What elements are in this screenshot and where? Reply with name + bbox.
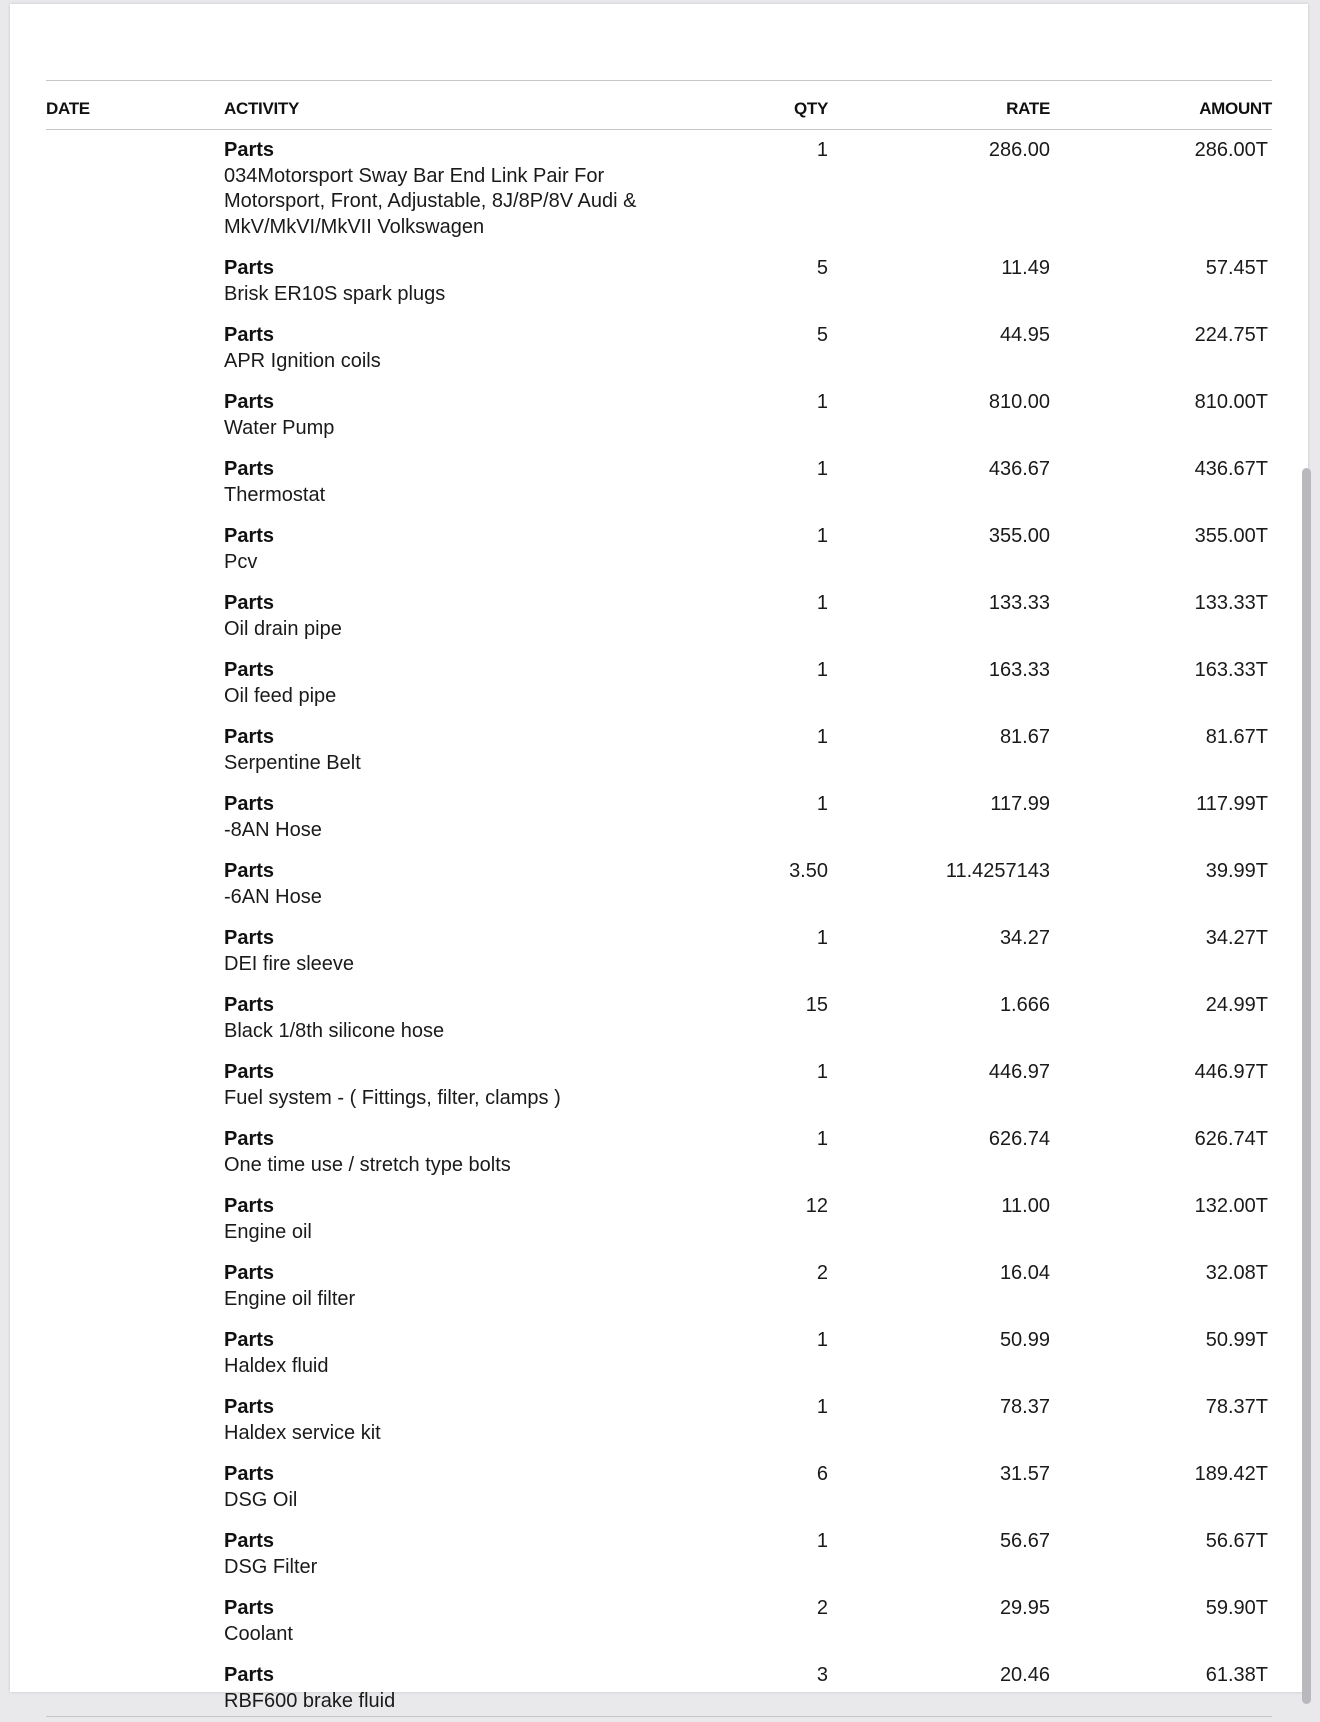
rate-cell: 1.666	[999, 994, 1050, 1016]
activity-title: Parts	[224, 139, 275, 161]
activity-cell	[224, 1521, 694, 1588]
activity-title: Parts	[224, 1463, 275, 1485]
rate-cell: 355.00	[988, 525, 1050, 547]
amount-cell: 34.27T	[1205, 927, 1268, 949]
rate-cell: 50.99	[999, 1329, 1050, 1351]
activity-cell	[224, 583, 694, 650]
amount-cell: 163.33T	[1194, 659, 1268, 681]
table-row	[46, 516, 1272, 583]
activity-description: Oil feed pipe	[224, 684, 337, 707]
table-row	[46, 851, 1272, 918]
table-row	[46, 1588, 1272, 1655]
vertical-scrollbar[interactable]	[1302, 468, 1311, 1704]
activity-cell	[224, 1186, 694, 1253]
amount-cell: 56.67T	[1205, 1530, 1268, 1552]
activity-title: Parts	[224, 1262, 275, 1284]
activity-title: Parts	[224, 1061, 275, 1083]
document-page	[10, 4, 1308, 1712]
qty-cell: 1	[816, 592, 828, 614]
table-row	[46, 130, 1272, 248]
qty-cell: 12	[805, 1195, 828, 1217]
activity-description: Haldex fluid	[224, 1354, 329, 1377]
rate-cell: 31.57	[999, 1463, 1050, 1485]
amount-cell: 446.97T	[1194, 1061, 1268, 1083]
rate-cell: 56.67	[999, 1530, 1050, 1552]
rate-cell: 11.00	[1001, 1195, 1050, 1217]
qty-cell: 1	[816, 391, 828, 413]
amount-cell: 81.67T	[1205, 726, 1268, 748]
rate-cell: 133.33	[988, 592, 1050, 614]
activity-description: 034Motorsport Sway Bar End Link Pair For Motorsport, Front, Adjustable, 8J/8P/8V Audi & MkV/MkVI/MkVII Volkswagen	[224, 164, 637, 238]
activity-cell	[224, 1454, 694, 1521]
activity-description: -8AN Hose	[224, 818, 322, 841]
table-row	[46, 1119, 1272, 1186]
amount-cell: 810.00T	[1194, 391, 1268, 413]
qty-cell: 1	[816, 726, 828, 748]
rate-cell: 11.4257143	[945, 860, 1050, 882]
table-row	[46, 985, 1272, 1052]
activity-cell	[224, 516, 694, 583]
activity-cell	[224, 918, 694, 985]
rate-cell: 78.37	[999, 1396, 1050, 1418]
activity-description: Fuel system - ( Fittings, filter, clamps )	[224, 1086, 561, 1109]
table-row	[46, 650, 1272, 717]
activity-title: Parts	[224, 726, 275, 748]
activity-title: Parts	[224, 391, 275, 413]
column-header-amount: AMOUNT	[1199, 99, 1272, 118]
activity-title: Parts	[224, 1664, 275, 1686]
activity-title: Parts	[224, 994, 275, 1016]
amount-cell: 117.99T	[1196, 793, 1268, 815]
activity-title: Parts	[224, 1530, 275, 1552]
activity-title: Parts	[224, 793, 275, 815]
activity-title: Parts	[224, 1396, 275, 1418]
qty-cell: 3.50	[789, 860, 828, 882]
activity-title: Parts	[224, 592, 275, 614]
invoice-table	[46, 80, 1272, 1717]
table-row	[46, 449, 1272, 516]
column-header-date: DATE	[46, 99, 90, 118]
rate-cell: 34.27	[999, 927, 1050, 949]
qty-cell: 2	[816, 1262, 828, 1284]
rate-cell: 117.99	[990, 793, 1050, 815]
activity-cell	[224, 449, 694, 516]
activity-description: Engine oil filter	[224, 1287, 356, 1310]
table-body	[46, 130, 1272, 1722]
amount-cell: 50.99T	[1205, 1329, 1268, 1351]
qty-cell: 1	[816, 1329, 828, 1351]
amount-cell: 57.45T	[1205, 257, 1268, 279]
qty-cell: 1	[816, 1128, 828, 1150]
table-row	[46, 1253, 1272, 1320]
column-header-activity: ACTIVITY	[224, 99, 300, 118]
rate-cell: 626.74	[988, 1128, 1050, 1150]
activity-cell	[224, 1655, 694, 1722]
rate-cell: 20.46	[999, 1664, 1050, 1686]
table-row	[46, 784, 1272, 851]
activity-cell	[224, 315, 694, 382]
activity-title: Parts	[224, 525, 275, 547]
table-row	[46, 1521, 1272, 1588]
qty-cell: 1	[816, 139, 828, 161]
activity-description: Pcv	[224, 550, 258, 573]
activity-cell	[224, 650, 694, 717]
qty-cell: 5	[816, 257, 828, 279]
qty-cell: 3	[816, 1664, 828, 1686]
column-header-rate: RATE	[1006, 99, 1050, 118]
activity-description: DEI fire sleeve	[224, 952, 355, 975]
activity-description: Serpentine Belt	[224, 751, 361, 774]
amount-cell: 78.37T	[1205, 1396, 1268, 1418]
activity-description: DSG Oil	[224, 1488, 298, 1511]
activity-description: Water Pump	[224, 416, 335, 439]
qty-cell: 1	[816, 659, 828, 681]
amount-cell: 39.99T	[1205, 860, 1268, 882]
activity-title: Parts	[224, 458, 275, 480]
qty-cell: 1	[816, 458, 828, 480]
activity-title: Parts	[224, 324, 275, 346]
qty-cell: 1	[816, 1061, 828, 1083]
rate-cell: 44.95	[999, 324, 1050, 346]
table-row	[46, 1655, 1272, 1722]
rate-cell: 446.97	[988, 1061, 1050, 1083]
activity-description: RBF600 brake fluid	[224, 1689, 396, 1712]
amount-cell: 61.38T	[1205, 1664, 1268, 1686]
activity-cell	[224, 784, 694, 851]
amount-cell: 626.74T	[1194, 1128, 1268, 1150]
table-row	[46, 1320, 1272, 1387]
activity-title: Parts	[224, 1195, 275, 1217]
activity-description: One time use / stretch type bolts	[224, 1153, 511, 1176]
table-row	[46, 382, 1272, 449]
table-row	[46, 918, 1272, 985]
rate-cell: 81.67	[999, 726, 1050, 748]
rate-cell: 436.67	[988, 458, 1050, 480]
amount-cell: 132.00T	[1194, 1195, 1268, 1217]
activity-cell	[224, 1387, 694, 1454]
rate-cell: 29.95	[999, 1597, 1050, 1619]
activity-description: DSG Filter	[224, 1555, 318, 1578]
table-row	[46, 1387, 1272, 1454]
activity-description: Brisk ER10S spark plugs	[224, 282, 446, 305]
qty-cell: 1	[816, 927, 828, 949]
activity-cell	[224, 1253, 694, 1320]
table-row	[46, 583, 1272, 650]
activity-description: Thermostat	[224, 483, 326, 506]
column-header-qty: QTY	[793, 99, 828, 118]
qty-cell: 6	[816, 1463, 828, 1485]
table-row	[46, 1052, 1272, 1119]
rate-cell: 16.04	[999, 1262, 1050, 1284]
activity-cell	[224, 130, 694, 248]
activity-cell	[224, 1052, 694, 1119]
amount-cell: 59.90T	[1205, 1597, 1268, 1619]
amount-cell: 436.67T	[1194, 458, 1268, 480]
rate-cell: 810.00	[988, 391, 1050, 413]
activity-cell	[224, 985, 694, 1052]
table-header	[46, 81, 1272, 130]
activity-description: Oil drain pipe	[224, 617, 342, 640]
activity-title: Parts	[224, 860, 275, 882]
activity-description: Engine oil	[224, 1220, 312, 1243]
amount-cell: 24.99T	[1205, 994, 1268, 1016]
activity-cell	[224, 382, 694, 449]
activity-cell	[224, 717, 694, 784]
qty-cell: 1	[816, 1530, 828, 1552]
activity-title: Parts	[224, 1329, 275, 1351]
rate-cell: 286.00	[988, 139, 1050, 161]
activity-cell	[224, 1119, 694, 1186]
activity-cell	[224, 1320, 694, 1387]
activity-title: Parts	[224, 257, 275, 279]
table-row	[46, 1454, 1272, 1521]
qty-cell: 1	[816, 525, 828, 547]
qty-cell: 5	[816, 324, 828, 346]
activity-title: Parts	[224, 1597, 275, 1619]
activity-cell	[224, 248, 694, 315]
activity-description: APR Ignition coils	[224, 349, 381, 372]
activity-cell	[224, 1588, 694, 1655]
qty-cell: 1	[816, 1396, 828, 1418]
table-row	[46, 248, 1272, 315]
amount-cell: 355.00T	[1194, 525, 1268, 547]
amount-cell: 189.42T	[1194, 1463, 1268, 1485]
activity-title: Parts	[224, 659, 275, 681]
activity-title: Parts	[224, 927, 275, 949]
activity-cell	[224, 851, 694, 918]
amount-cell: 224.75T	[1194, 324, 1268, 346]
rate-cell: 11.49	[1001, 257, 1050, 279]
table-row	[46, 1186, 1272, 1253]
qty-cell: 1	[816, 793, 828, 815]
activity-title: Parts	[224, 1128, 275, 1150]
activity-description: Black 1/8th silicone hose	[224, 1019, 445, 1042]
qty-cell: 15	[805, 994, 828, 1016]
amount-cell: 133.33T	[1194, 592, 1268, 614]
amount-cell: 32.08T	[1205, 1262, 1268, 1284]
activity-description: Coolant	[224, 1622, 293, 1645]
amount-cell: 286.00T	[1194, 139, 1268, 161]
table-row	[46, 315, 1272, 382]
rate-cell: 163.33	[988, 659, 1050, 681]
activity-description: Haldex service kit	[224, 1421, 381, 1444]
table-row	[46, 717, 1272, 784]
qty-cell: 2	[816, 1597, 828, 1619]
activity-description: -6AN Hose	[224, 885, 322, 908]
